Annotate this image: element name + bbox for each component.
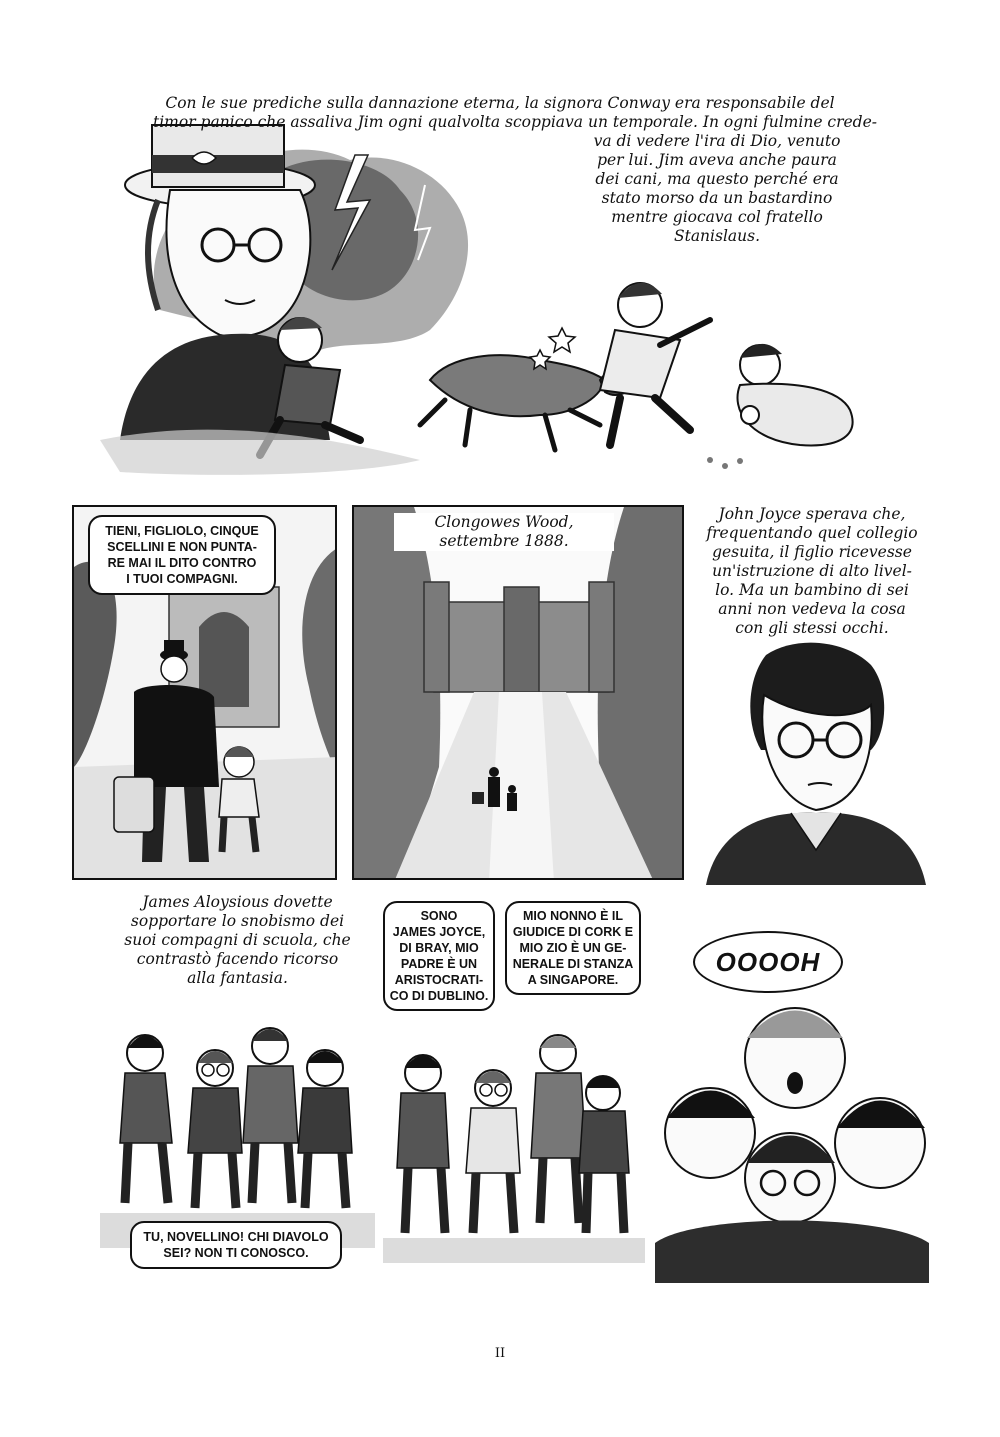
- bubble-line: GIUDICE DI CORK E: [512, 925, 634, 939]
- caption-line: gesuita, il figlio ricevesse: [712, 543, 912, 561]
- bubble-line: TU, NOVELLINO! CHI DIAVOLO: [143, 1230, 329, 1244]
- boasting-illustration: [383, 1023, 645, 1263]
- caption-line: Stanislaus.: [673, 227, 761, 245]
- top-caption-wide: [100, 94, 900, 132]
- caption-line: per lui. Jim aveva anche paura: [597, 151, 837, 169]
- bubble-line: NERALE DI STANZA: [512, 957, 634, 971]
- bubble-line: CO DI DUBLINO.: [389, 989, 489, 1003]
- bubble-line: RE MAI IL DITO CONTRO: [107, 556, 257, 570]
- bubble-line: SONO: [420, 909, 458, 923]
- james-aloysious-caption: [100, 893, 375, 988]
- bubble-line: JAMES JOYCE,: [392, 925, 486, 939]
- bubble-line: MIO NONNO È IL: [523, 909, 623, 923]
- caption-line: stato morso da un bastardino: [601, 189, 833, 207]
- caption-line: anni non vedeva la cosa: [718, 600, 906, 618]
- boy-portrait-illustration: [696, 635, 928, 885]
- page-number: II: [494, 1346, 506, 1361]
- speech-bubble-novellino: [130, 1221, 342, 1269]
- john-joyce-caption: [696, 505, 928, 638]
- panel-boasting: [383, 893, 645, 1283]
- shout-text: OOOOH: [715, 947, 821, 977]
- schoolmates-illustration: [100, 1008, 375, 1248]
- caption-line: Con le sue prediche sulla dannazione eterna, la signora Conway era responsabile del: [165, 94, 835, 112]
- caption-line: John Joyce sperava che,: [718, 505, 906, 523]
- bubble-line: DI BRAY, MIO: [399, 941, 479, 955]
- caption-line: James Aloysious dovette: [142, 893, 333, 911]
- panel-amazed-boys: [655, 893, 929, 1283]
- caption-line: settembre 1888.: [439, 532, 569, 550]
- bubble-line: I TUOI COMPAGNI.: [126, 572, 238, 586]
- caption-line: sopportare lo snobismo dei: [130, 912, 345, 930]
- caption-line: lo. Ma un bambino di sei: [715, 581, 909, 599]
- amazed-boys-illustration: [655, 983, 929, 1283]
- panel-clongowes-wood: [352, 505, 684, 880]
- caption-line: con gli stessi occhi.: [735, 619, 889, 637]
- speech-bubble-father: [88, 515, 276, 595]
- caption-line: Clongowes Wood,: [434, 513, 574, 531]
- caption-line: frequentando quel collegio: [706, 524, 918, 542]
- clongowes-illustration: [354, 507, 684, 880]
- clongowes-caption: [394, 513, 614, 551]
- caption-line: alla fantasia.: [187, 969, 288, 987]
- bubble-line: SEI? NON TI CONOSCO.: [163, 1246, 309, 1260]
- panel-young-joyce: [696, 505, 928, 885]
- caption-line: va di vedere l'ira di Dio, venuto: [593, 132, 841, 150]
- caption-line: mentre giocava col fratello: [611, 208, 823, 226]
- top-panel: [100, 80, 900, 480]
- caption-line: suoi compagni di scuola, che: [124, 931, 351, 949]
- top-caption-column: [592, 132, 842, 246]
- panel-schoolmates: [100, 893, 375, 1283]
- caption-line: timor panico che assaliva Jim ogni qualvolta scoppiava un temporale. In ogni fulmine crede-: [152, 113, 878, 131]
- caption-line: dei cani, ma questo perché era: [595, 170, 839, 188]
- speech-bubble-oooh: [693, 931, 843, 993]
- bubble-line: ARISTOCRATI-: [394, 973, 484, 987]
- caption-line: un'istruzione di alto livel-: [712, 562, 912, 580]
- bubble-line: SCELLINI E NON PUNTA-: [107, 540, 257, 554]
- bubble-line: MIO ZIO È UN GE-: [519, 941, 627, 955]
- bubble-line: A SINGAPORE.: [527, 973, 619, 987]
- panel-father-son: [72, 505, 337, 880]
- speech-bubble-james-joyce: [383, 901, 495, 1011]
- bubble-line: TIENI, FIGLIOLO, CINQUE: [105, 524, 259, 538]
- speech-bubble-grandfather: [505, 901, 641, 995]
- bubble-line: PADRE È UN: [400, 957, 478, 971]
- caption-line: contrastò facendo ricorso: [136, 950, 339, 968]
